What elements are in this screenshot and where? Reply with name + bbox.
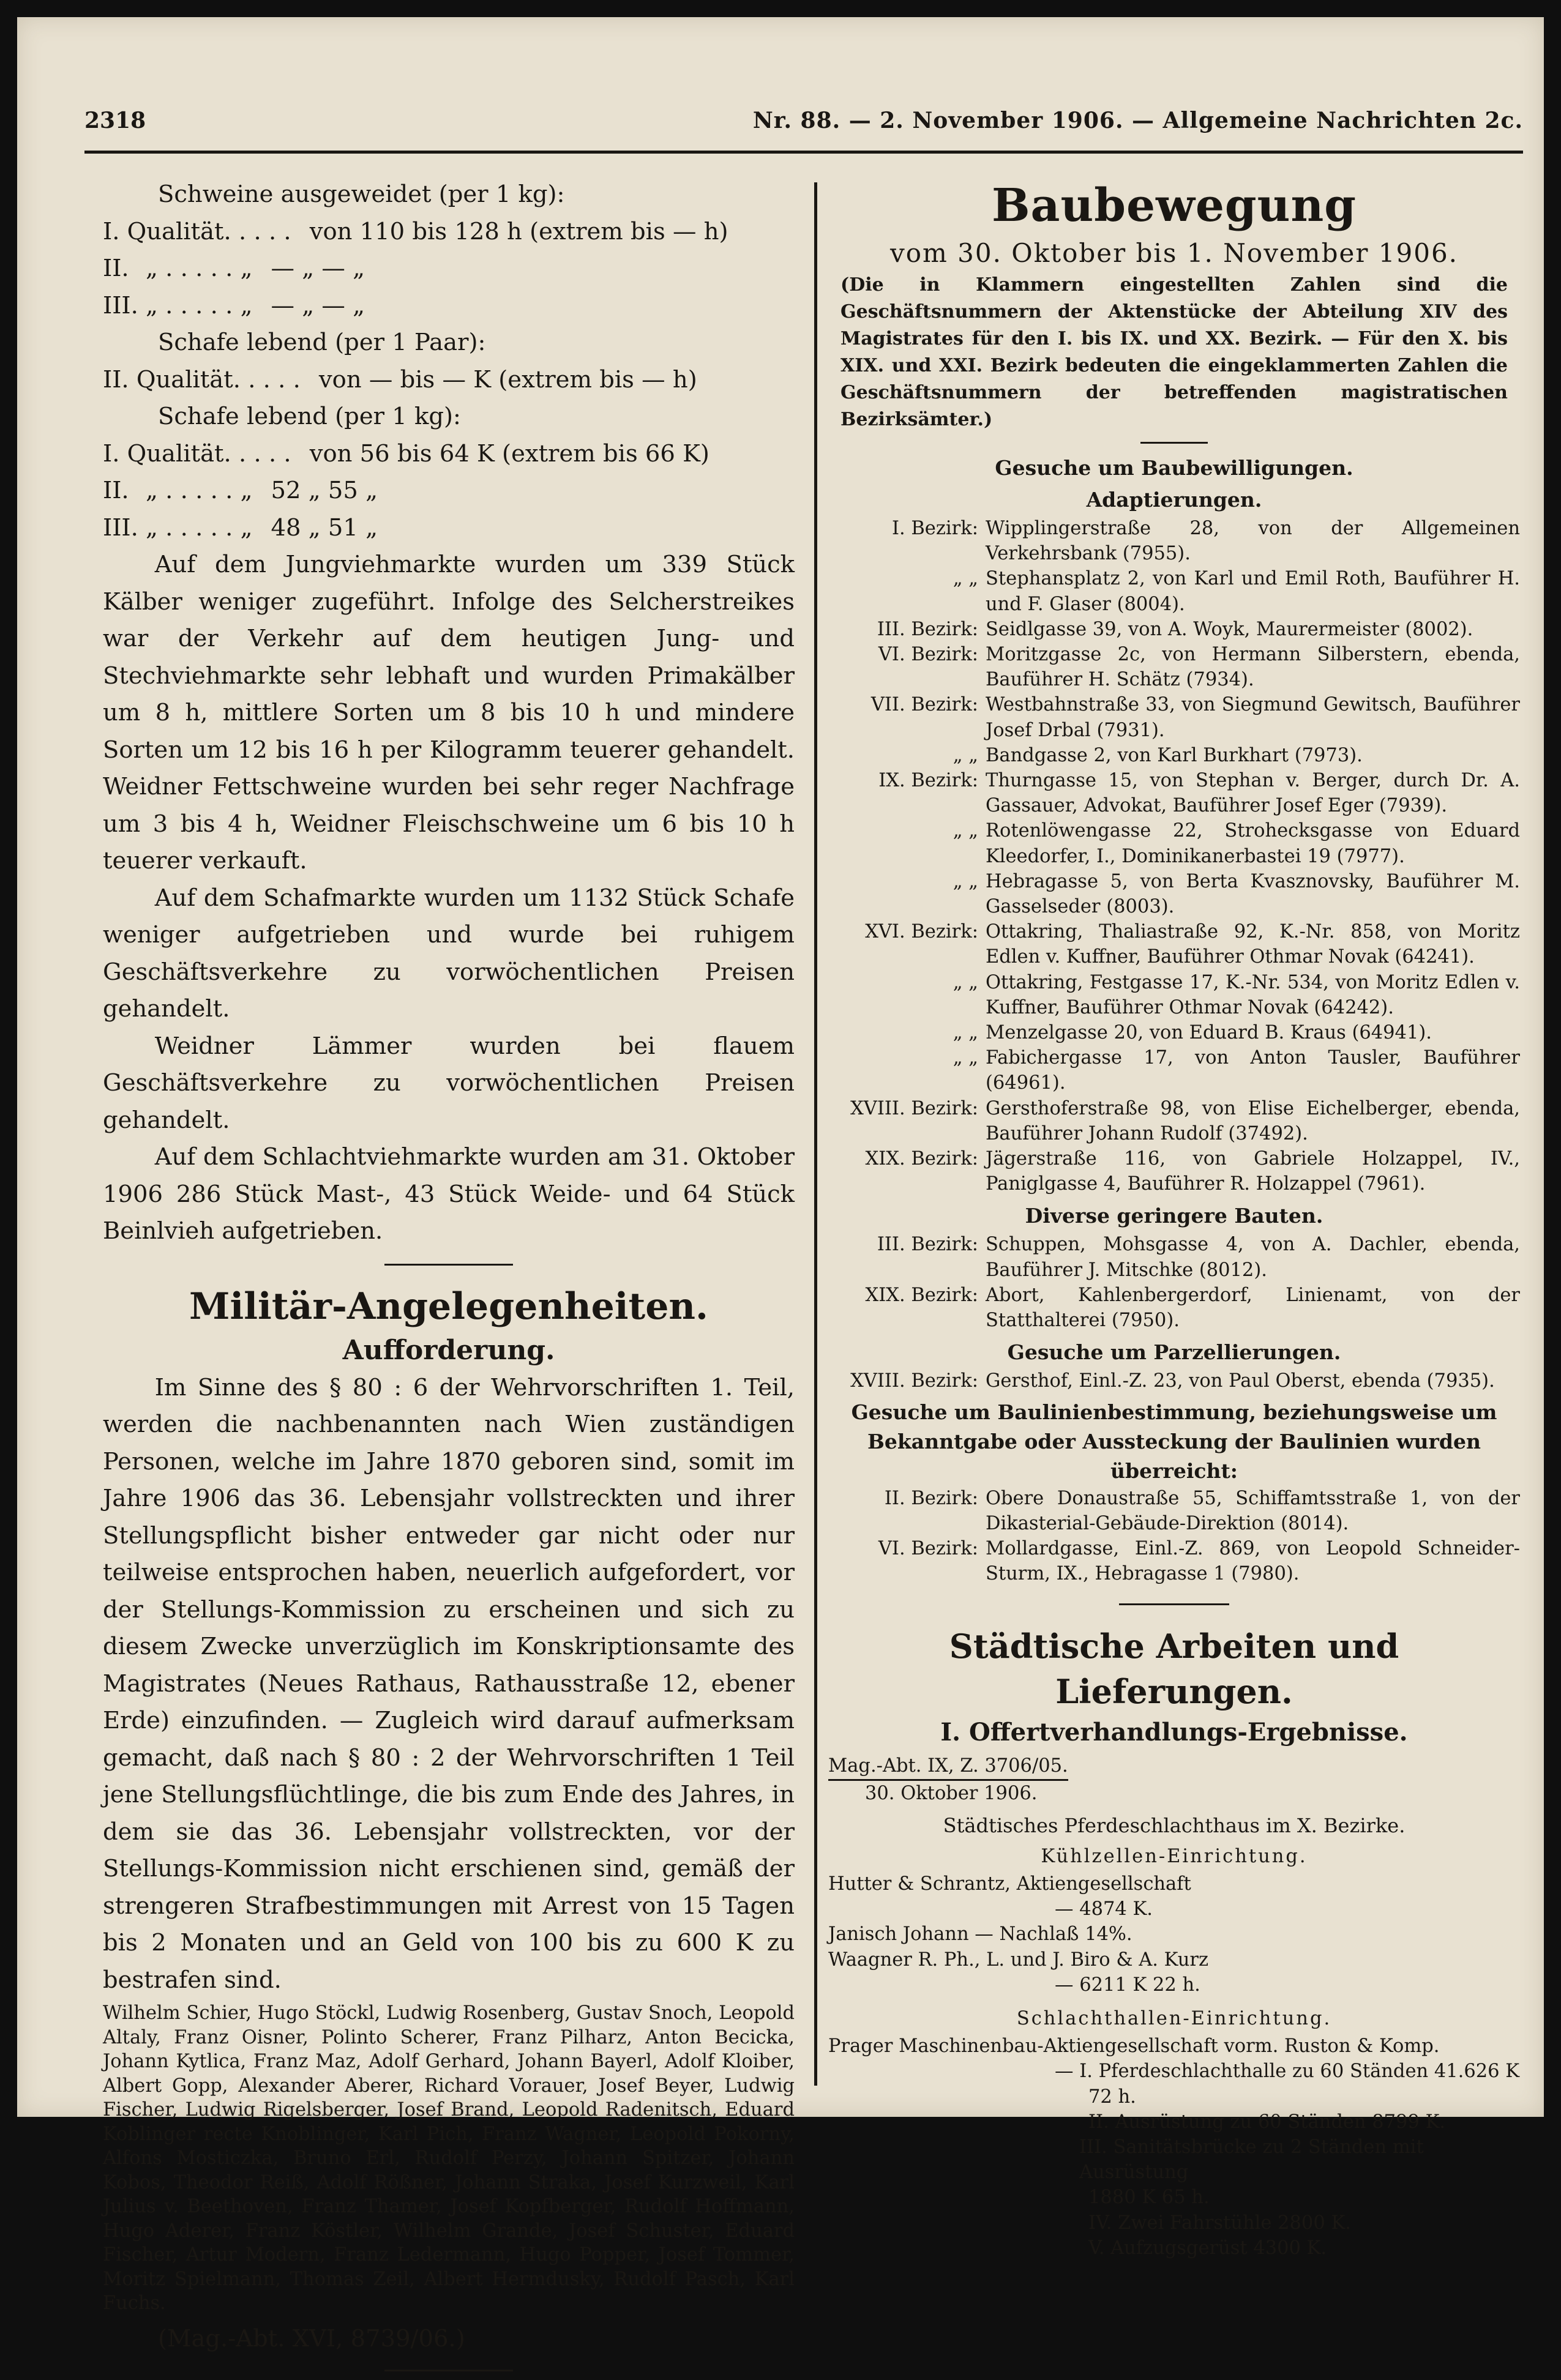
entry-district: XIX. Bezirk: xyxy=(865,1148,978,1170)
offer-line: 72 h. xyxy=(1088,2086,1136,2108)
entry-district: „ „ xyxy=(953,1022,978,1044)
institution: Städtisches Pferdeschlachthaus im X. Bezirke. xyxy=(943,1813,1406,1837)
section-divider xyxy=(384,1264,513,1266)
offer-line: 1880 K 65 h. xyxy=(1088,2187,1210,2209)
entry-text: Rotenlöwengasse 22, Strohecksgasse von Eduard Kleedorfer, I., Dominikanerbastei 19 (7977). xyxy=(986,820,1520,867)
newspaper-page xyxy=(17,17,1544,2352)
schweine-heading: Schweine ausgeweidet (per 1 kg): xyxy=(158,181,565,208)
header-title: Nr. 88. — 2. November 1906. — Allgemeine Nachrichten 2c. xyxy=(752,108,1523,133)
entry-text: Obere Donaustraße 55, Schiffamtsstraße 1, von der Dikasterial-Gebäude-Direktion (8014). xyxy=(986,1487,1520,1534)
entry xyxy=(828,617,1520,642)
military-text: Im Sinne des § 80 : 6 der Wehrvorschriften 1. Teil, werden die nachbenannten nach Wien zuständigen Personen, welche im Jahre 1870 geboren sind, somit im Jahre 1906 das 36. Lebensjahr vollstreckten und ihrer Stellungspflicht bisher entweder gar nicht oder nur teilweise entsprochen haben, neuerlich aufgefordert, vor der Stellungs-Kommission zu erscheinen und sich zu diesem Zwecke unverzüglich im Konskriptionsamte des Magistrates (Neues Rathaus, Rathausstraße 12, ebener Erde) einzufinden. — Zugleich wird darauf aufmerksam gemacht, daß nach § 80 : 2 der Wehrvorschriften 1 Teil jene Stellungsflüchtlinge, die bis zum Ende des Jahres, in dem sie das 36. Lebensjahr vollstreckten, vor der Stellungs-Kommission nicht erschienen sind, gemäß der strengeren Strafbestimmungen mit Arrest von 15 Tagen bis 2 Monaten und an Geld von 100 bis zu 600 K zu bestrafen sind. xyxy=(103,1373,795,1994)
entry-district: „ „ xyxy=(953,870,978,892)
offer-line: III. Sanitätsbrücke zu 2 Ständen mit Ausrüstung xyxy=(1079,2136,1424,2184)
schweine-rows xyxy=(103,214,795,325)
baubewegung-date: vom 30. Oktober bis 1. November 1906. xyxy=(889,238,1459,268)
market-paragraph: Auf dem Schlachtviehmarkte wurden am 31. Oktober 1906 286 Stück Mast-, 43 Stück Weide- und 64 Stück Beinlvieh aufgetrieben. xyxy=(103,1143,795,1245)
sec-adaptierungen: Adaptierungen. xyxy=(1086,488,1262,512)
entry-text: Bandgasse 2, von Karl Burkhart (7973). xyxy=(986,744,1363,766)
entry-text: Westbahnstraße 33, von Siegmund Gewitsch, Bauführer Josef Drbal (7931). xyxy=(986,694,1520,741)
entry xyxy=(828,768,1520,818)
diverse-list xyxy=(828,1232,1520,1333)
entry-text: Stephansplatz 2, von Karl und Emil Roth, Bauführer H. und F. Glaser (8004). xyxy=(986,568,1520,615)
entry-text: Ottakring, Thaliastraße 92, K.-Nr. 858, von Moritz Edlen v. Kuffner, Bauführer Othmar Novak (64241). xyxy=(986,921,1520,968)
entry-district: VII. Bezirk: xyxy=(870,694,978,716)
schafe-kg-row: I. Qualität . . . . . von 56 bis 64 K (extrem bis 66 K) xyxy=(103,439,709,468)
header-rule xyxy=(84,151,1523,154)
entry-text: Abort, Kahlenbergerdorf, Linienamt, von der Statthalterei (7950). xyxy=(986,1284,1520,1332)
entry-text: Schuppen, Mohsgasse 4, von A. Dachler, ebenda, Bauführer J. Mitschke (8012). xyxy=(986,1234,1520,1281)
entry xyxy=(828,642,1520,692)
offer-line: Hutter & Schrantz, Aktiengesellschaft xyxy=(828,1873,1191,1895)
adaptierungen-list xyxy=(828,516,1520,1196)
market-paragraph: Auf dem Schafmarkte wurden um 1132 Stück Schafe weniger aufgetrieben und wurde bei ruhigem Geschäftsverkehre zu vorwöchentlichen Preisen gehandelt. xyxy=(103,884,795,1023)
entry xyxy=(828,516,1520,566)
sec-diverse: Diverse geringere Bauten. xyxy=(1025,1204,1323,1228)
mag-reference: (Mag.-Abt. XVI, 8739/06.) xyxy=(158,2324,465,2352)
entry-text: Jägerstraße 116, von Gabriele Holzappel, IV., Paniglgasse 4, Bauführer R. Holzappel (7961). xyxy=(986,1148,1520,1195)
baubewegung-title: Baubewegung xyxy=(992,179,1357,232)
entry-text: Menzelgasse 20, von Eduard B. Kraus (64941). xyxy=(986,1022,1432,1044)
entry-text: Ottakring, Festgasse 17, K.-Nr. 534, von Moritz Edlen v. Kuffner, Bauführer Othmar Novak (64242). xyxy=(986,971,1520,1018)
entry xyxy=(828,919,1520,969)
offer-line: Janisch Johann — Nachlaß 14%. xyxy=(828,1923,1132,1945)
baulinien-list xyxy=(828,1486,1520,1587)
military-title: Militär-Angelegenheiten. xyxy=(189,1285,708,1328)
entry xyxy=(828,869,1520,919)
entry-district: XVIII. Bezirk: xyxy=(850,1370,978,1392)
divider-2 xyxy=(1119,1603,1229,1605)
entry xyxy=(828,743,1520,768)
entry-text: Wipplingerstraße 28, von der Allgemeinen Verkehrsbank (7955). xyxy=(986,518,1520,565)
entry-district: VI. Bezirk: xyxy=(878,1537,978,1559)
entry xyxy=(828,1536,1520,1586)
entry-text: Mollardgasse, Einl.-Z. 869, von Leopold Schneider-Sturm, IX., Hebragasse 1 (7980). xyxy=(986,1537,1520,1585)
entry-text: Fabichergasse 17, von Anton Tausler, Bauführer (64961). xyxy=(986,1047,1520,1094)
entry xyxy=(828,818,1520,868)
market-paragraph: Weidner Lämmer wurden bei flauem Geschäftsverkehre zu vorwöchentlichen Preisen gehandelt. xyxy=(103,1032,795,1134)
entry xyxy=(828,1096,1520,1146)
schweine-row: III. „ . . . . . „ — „ — „ xyxy=(103,291,365,319)
section-divider-bottom xyxy=(384,2370,513,2371)
staedtische-title: Städtische Arbeiten und Lieferungen. xyxy=(949,1627,1399,1712)
baubewegung-note: (Die in Klammern eingestellten Zahlen sind die Geschäftsnummern der Aktenstücke der Abteilung XIV des Magistrates für den I. bis IX. und XX. Bezirk. — Für den X. bis XIX. und XXI. Bezirk bedeuten die eingeklammerten Zahlen die Geschäftsnummern der betreffenden magistratischen Bezirksämter.) xyxy=(840,274,1508,430)
entry-text: Moritzgasse 2c, von Hermann Silberstern, ebenda, Bauführer H. Schätz (7934). xyxy=(986,644,1520,691)
names-list: Wilhelm Schier, Hugo Stöckl, Ludwig Rosenberg, Gustav Snoch, Leopold Altaly, Franz Oisner, Polinto Scherer, Franz Pilharz, Anton Becicka, Johann Kytlica, Franz Maz, Adolf Gerhard, Johann Bayerl, Adolf Kloiber, Albert Gopp, Alexander Aberer, Richard Vorauer, Josef Beyer, Ludwig Fischer, Ludwig Rigelsberger, Josef Brand, Leopold Radenitsch, Eduard Koblinger recte Knoblinger, Karl Pich, Franz Wagner, Leopold Pokorny, Alfons Mosticzka, Bruno Erl, Rudolf Perzy, Johann Spitzer, Johann Kobos, Theodor Reiß, Adolf Rößner, Johann Straka, Josef Kurzweil, Karl Julius v. Beethoven, Franz Thamer, Josef Kopfberger, Rudolf Hoffmann, Hugo Aderer, Franz Köstler, Wilhelm Grande, Josef Schuster, Eduard Fischer, Artur Modern, Franz Ledermann, Hugo Popper, Josef Tommer, Moritz Spielmann, Thomas Zeil, Albert Hermdusky, Rudolf Pasch, Karl Fuchs. xyxy=(103,2002,795,2314)
sec-parzellierungen: Gesuche um Parzellierungen. xyxy=(1007,1340,1341,1365)
page-header xyxy=(84,102,1523,144)
entry xyxy=(828,692,1520,742)
schafe-paar-heading: Schafe lebend (per 1 Paar): xyxy=(158,329,486,356)
market-paragraph: Auf dem Jungviehmarkte wurden um 339 Stück Kälber weniger zugeführt. Infolge des Selcherstreikes war der Verkehr auf dem heutigen Jung- und Stechviehmarkte sehr lebhaft und wurden Primakälber um 8 h, mittlere Sorten um 8 bis 10 h und mindere Sorten um 12 bis 16 h per Kilogramm teuerer gehandelt. Weidner Fettschweine wurden bei sehr reger Nachfrage um 3 bis 4 h, Weidner Fleischschweine um 6 bis 10 h teuerer verkauft. xyxy=(103,551,795,875)
entry xyxy=(828,1368,1520,1393)
entry xyxy=(828,970,1520,1020)
entry-district: III. Bezirk: xyxy=(877,618,978,640)
offer-line: IV. Zwei Fahrstühle 2800 K. xyxy=(1088,2212,1351,2234)
entry-district: „ „ xyxy=(953,744,978,766)
schafe-kg-rows xyxy=(103,436,795,547)
offert-subtitle: I. Offertverhandlungs-Ergebnisse. xyxy=(940,1718,1408,1747)
schafe-kg-heading: Schafe lebend (per 1 kg): xyxy=(158,403,461,430)
sec-baulinien: Gesuche um Baulinienbestimmung, beziehungsweise um Bekanntgabe oder Aussteckung der Baulinien wurden überreicht: xyxy=(851,1400,1497,1483)
entry xyxy=(828,1486,1520,1536)
schafe-kg-row: II. „ . . . . . „ 52 „ 55 „ xyxy=(103,477,378,504)
entry xyxy=(828,1146,1520,1196)
offer-line: II. Ausrüstung zu 60 Ständen 8799 K. xyxy=(1088,2111,1446,2133)
entry-district: III. Bezirk: xyxy=(877,1234,978,1256)
military-subtitle: Aufforderung. xyxy=(342,1334,555,1366)
entry-district: IX. Bezirk: xyxy=(878,770,978,792)
schlachthallen-offers xyxy=(828,2059,1520,2261)
entry-district: II. Bezirk: xyxy=(884,1487,978,1509)
entry-district: „ „ xyxy=(953,1047,978,1069)
schweine-row: I. Qualität . . . . . von 110 bis 128 h (extrem bis — h) xyxy=(103,217,728,245)
entry xyxy=(828,1283,1520,1333)
entry xyxy=(828,1020,1520,1045)
entry-text: Gersthof, Einl.-Z. 23, von Paul Oberst, ebenda (7935). xyxy=(986,1370,1495,1392)
offer-line: — I. Pferdeschlachthalle zu 60 Ständen 41.626 K xyxy=(1055,2061,1520,2083)
entry-text: Hebragasse 5, von Berta Kvasznovsky, Bauführer M. Gasselseder (8003). xyxy=(986,870,1520,918)
entry xyxy=(828,566,1520,616)
entry-text: Thurngasse 15, von Stephan v. Berger, durch Dr. A. Gassauer, Advokat, Bauführer Josef Eger (7939). xyxy=(986,770,1520,817)
right-column xyxy=(828,176,1520,2261)
entry-district: XVI. Bezirk: xyxy=(865,921,978,943)
entry-district: „ „ xyxy=(953,568,978,590)
entry-district: I. Bezirk: xyxy=(891,518,978,539)
market-report xyxy=(103,547,795,1250)
schafe-paar-row: II. Qualität . . . . . von — bis — K (extrem bis — h) xyxy=(103,365,697,394)
schafe-kg-row: III. „ . . . . . „ 48 „ 51 „ xyxy=(103,513,378,542)
column-divider xyxy=(814,182,817,2086)
offert-date: 30. Oktober 1906. xyxy=(865,1782,1038,1804)
entry-district: VI. Bezirk: xyxy=(878,644,978,666)
offer-line: — 6211 K 22 h. xyxy=(1055,1974,1200,1996)
schlachthallen-firm: Prager Maschinenbau-Aktiengesellschaft vorm. Ruston & Komp. xyxy=(828,2035,1440,2057)
schlachthallen-heading: Schlachthallen-Einrichtung. xyxy=(1016,2007,1332,2029)
page-number: 2318 xyxy=(84,108,146,133)
entry-district: „ „ xyxy=(953,820,978,842)
mag-line: Mag.-Abt. IX, Z. 3706/05. xyxy=(828,1753,1520,1780)
offer-line: V. Aufzugsgerüst 4300 K. xyxy=(1088,2237,1327,2259)
schweine-row: II. „ . . . . . „ — „ — „ xyxy=(103,255,365,282)
entry-text: Gersthoferstraße 98, von Elise Eichelberger, ebenda, Bauführer Johann Rudolf (37492). xyxy=(986,1097,1520,1144)
entry-district: XIX. Bezirk: xyxy=(865,1284,978,1306)
left-column xyxy=(103,176,795,2380)
offer-line: Waagner R. Ph., L. und J. Biro & A. Kurz xyxy=(828,1949,1209,1971)
entry-district: XVIII. Bezirk: xyxy=(850,1097,978,1119)
entry xyxy=(828,1232,1520,1282)
parzellierungen-list xyxy=(828,1368,1520,1393)
kuehlzellen-heading: Kühlzellen-Einrichtung. xyxy=(1041,1845,1308,1867)
entry xyxy=(828,1045,1520,1095)
sec-baubewilligungen: Gesuche um Baubewilligungen. xyxy=(995,456,1353,480)
offer-line: — 4874 K. xyxy=(1055,1898,1153,1920)
divider xyxy=(1140,442,1208,444)
entry-district: „ „ xyxy=(953,971,978,993)
kuehlzellen-offers xyxy=(828,1871,1520,1998)
entry-text: Seidlgasse 39, von A. Woyk, Maurermeister (8002). xyxy=(986,618,1473,640)
